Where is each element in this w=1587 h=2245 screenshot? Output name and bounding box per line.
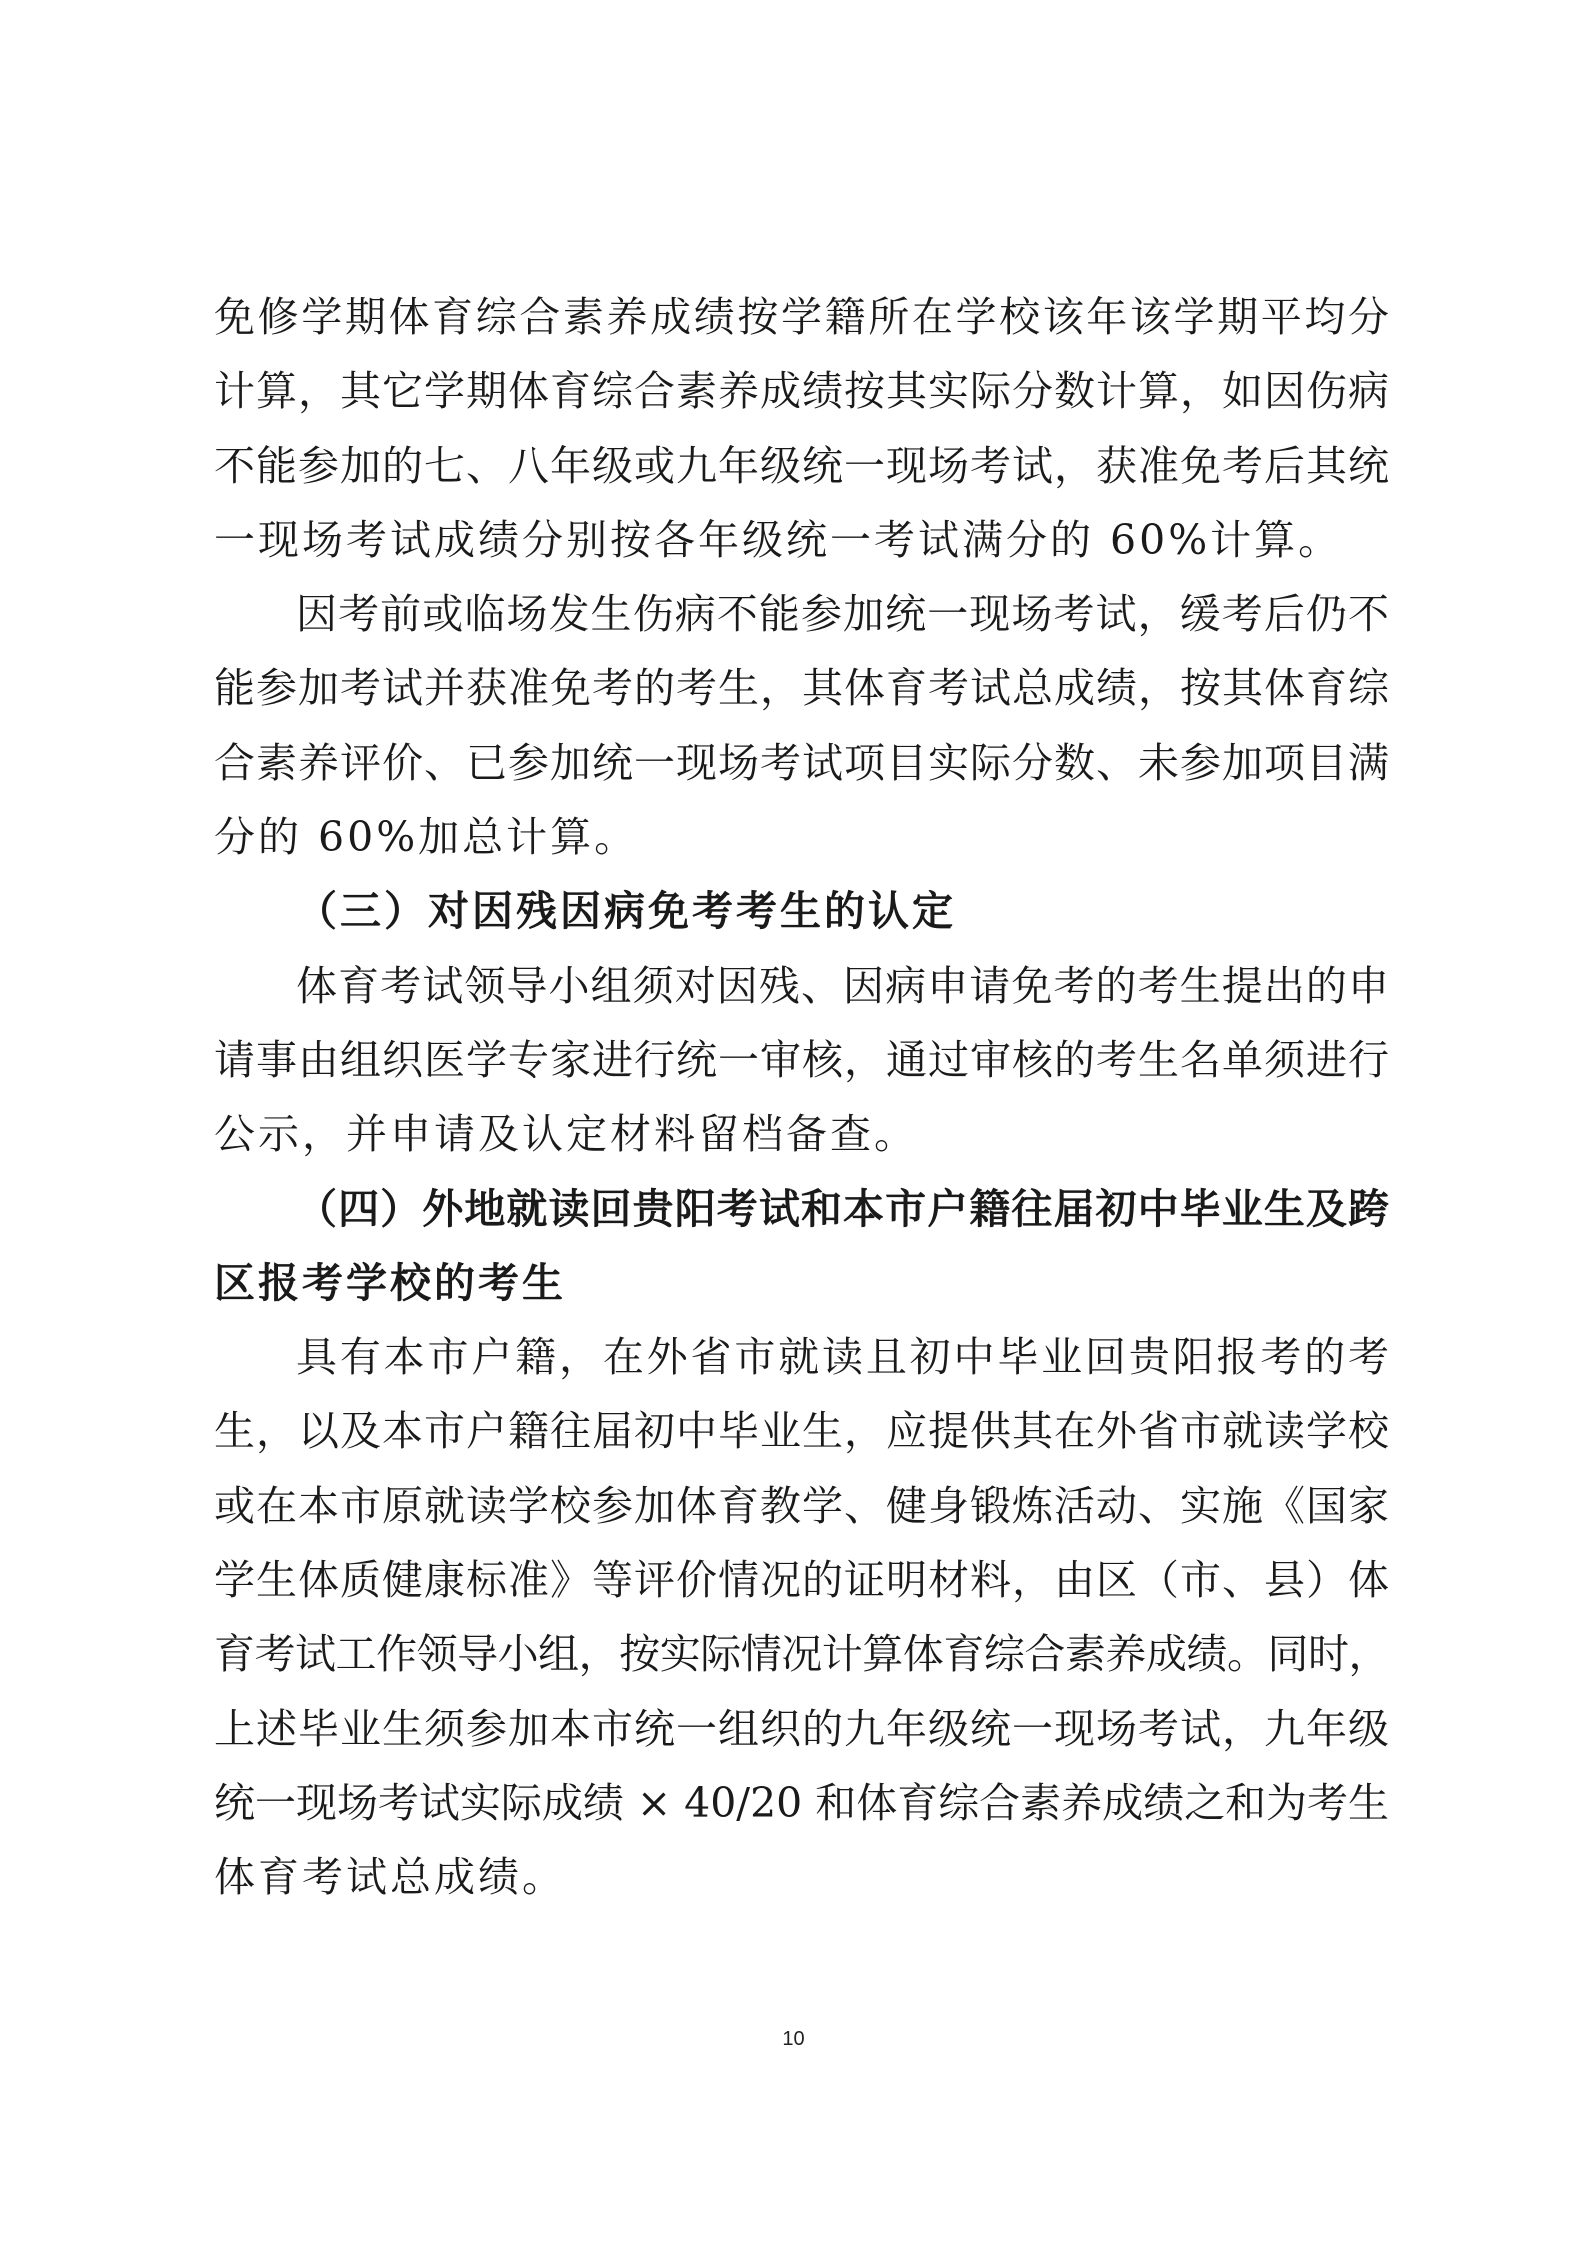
paragraph-line: 或在本市原就读学校参加体育教学、健身锻炼活动、实施《国家 [214, 1481, 1389, 1530]
paragraph-line: 分的 60%加总计算。 [214, 813, 639, 862]
document-body [214, 280, 1389, 1915]
paragraph-line: 公示，并申请及认定材料留档备查。 [214, 1110, 918, 1159]
paragraph-line: 请事由组织医学专家进行统一审核，通过审核的考生名单须进行 [214, 1035, 1389, 1084]
paragraph-line: 生，以及本市户籍往届初中毕业生，应提供其在外省市就读学校 [214, 1407, 1389, 1456]
paragraph-line: 能参加考试并获准免考的考生，其体育考试总成绩，按其体育综 [214, 664, 1389, 713]
paragraph-line: 上述毕业生须参加本市统一组织的九年级统一现场考试，九年级 [214, 1704, 1389, 1753]
paragraph-line: 学生体质健康标准》等评价情况的证明材料，由区（市、县）体 [214, 1556, 1389, 1605]
section-heading: （三）对因残因病免考考生的认定 [296, 887, 956, 936]
paragraph-line: 不能参加的七、八年级或九年级统一现场考试，获准免考后其统 [214, 441, 1389, 490]
paragraph-line: 体育考试领导小组须对因残、因病申请免考的考生提出的申 [296, 961, 1389, 1010]
paragraph-line: 一现场考试成绩分别按各年级统一考试满分的 60%计算。 [214, 515, 1343, 564]
paragraph-line: 具有本市户籍，在外省市就读且初中毕业回贵阳报考的考 [296, 1333, 1389, 1382]
paragraph-line: 统一现场考试实际成绩 × 40/20 和体育综合素养成绩之和为考生 [214, 1778, 1389, 1827]
section-heading: （四）外地就读回贵阳考试和本市户籍往届初中毕业生及跨 [296, 1184, 1389, 1233]
paragraph-line: 合素养评价、已参加统一现场考试项目实际分数、未参加项目满 [214, 738, 1389, 787]
paragraph-line: 育考试工作领导小组，按实际情况计算体育综合素养成绩。同时， [214, 1630, 1389, 1679]
paragraph-line: 计算，其它学期体育综合素养成绩按其实际分数计算，如因伤病 [214, 367, 1389, 416]
section-heading: 区报考学校的考生 [214, 1258, 566, 1307]
paragraph-line: 免修学期体育综合素养成绩按学籍所在学校该年该学期平均分 [214, 293, 1389, 341]
paragraph-line: 因考前或临场发生伤病不能参加统一现场考试，缓考后仍不 [296, 590, 1389, 639]
paragraph-line: 体育考试总成绩。 [214, 1853, 566, 1902]
page-number: 10 [782, 2028, 805, 2050]
